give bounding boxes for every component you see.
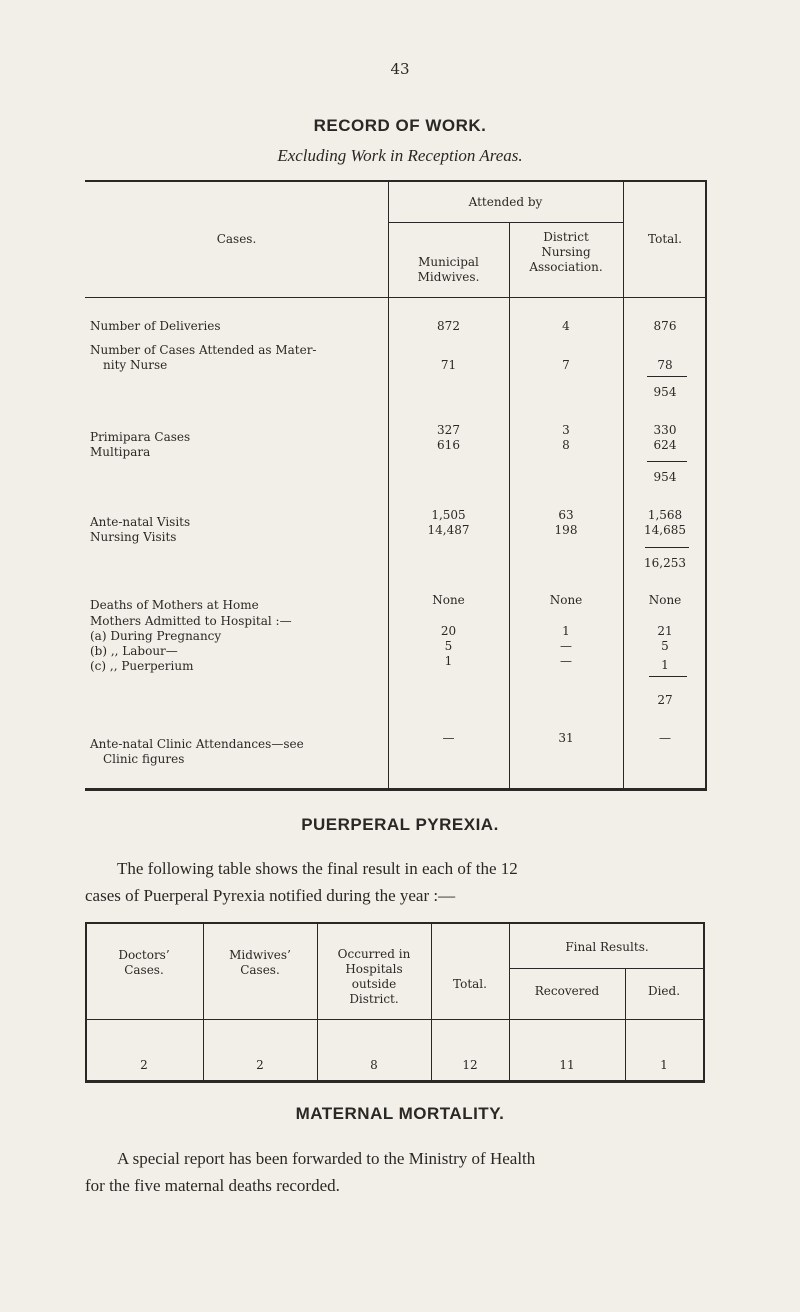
total-header: Total. [648, 232, 682, 246]
header-rule [85, 297, 707, 298]
occurred-header-1: Occurred in [337, 947, 411, 961]
district-header-2: Nursing [541, 245, 591, 259]
cases-header: Cases. [216, 232, 257, 246]
record-of-work-table: Cases. Attended by Municipal Midwives. District Nursing Association. Total. Number of Deliveries 872 4 876 Number of Cases Attended as Mater- nity Nurse 71 7 78 954 Primipara Cases 327 3 330 Multipara 616 8 624 954 Ante-natal Visits 1,505 63 1,568 Nursing Visits 14,487 198 14,685 16,253 Deaths of Mothers at Home None None None Mothers Admitted to Hospital :— (a) During Pregnancy 20 1 21 (b) ,, Labour— 5 — 5 (c) ,, Puerperium 1 — 1 27 Ante-natal Clinic Attendances—see Clinic figures — 31 — [85, 180, 707, 790]
recovered-header: Recovered [534, 984, 600, 998]
mortality-paragraph-line-2: for the five maternal deaths recorded. [85, 1176, 340, 1195]
record-of-work-heading: RECORD OF WORK. [313, 116, 487, 135]
subtotal: 954 [653, 470, 677, 484]
occurred-header-3: outside [351, 977, 397, 991]
subtotal-rule [645, 547, 689, 548]
municipal-header-2: Midwives. [417, 270, 480, 284]
maternal-mortality-heading: MATERNAL MORTALITY. [295, 1104, 505, 1123]
doctors-cases-header-2: Cases. [124, 963, 164, 977]
district-header-1: District [543, 230, 589, 244]
occurred-header-4: District. [349, 992, 399, 1006]
subtotal-rule [649, 676, 687, 677]
table-bottom-rule [85, 1080, 705, 1083]
page-number: 43 [390, 60, 410, 78]
record-subtitle: Excluding Work in Reception Areas. [277, 146, 523, 165]
table-top-rule [85, 922, 705, 924]
midwives-cases-header-1: Midwives’ [229, 948, 291, 962]
attended-by-header: Attended by [468, 195, 543, 209]
total-header: Total. [453, 977, 487, 991]
district-header-3: Association. [529, 260, 603, 274]
puerperal-pyrexia-table: Doctors’ Cases. Midwives’ Cases. Occurred in Hospitals outside District. Total. Final Results. Recovered Died. 2 2 8 12 11 1 [85, 922, 705, 1082]
midwives-cases-header-2: Cases. [240, 963, 280, 977]
attended-by-rule [388, 222, 623, 223]
col-divider-2 [509, 222, 510, 790]
pyrexia-paragraph-line-1: The following table shows the final result in each of the 12 [117, 859, 518, 878]
pyrexia-paragraph-line-2: cases of Puerperal Pyrexia notified during the year :— [85, 886, 456, 905]
occurred-header-2: Hospitals [345, 962, 403, 976]
subtotal: 27 [657, 693, 673, 707]
final-results-rule [509, 968, 705, 969]
header-rule [85, 1019, 705, 1020]
died-header: Died. [647, 984, 681, 998]
subtotal: 954 [653, 385, 677, 399]
table-bottom-rule [85, 788, 707, 791]
doctors-cases-header-1: Doctors’ [118, 948, 170, 962]
table-row: Mothers Admitted to Hospital :— [90, 614, 292, 628]
subtotal-rule [647, 376, 687, 377]
puerperal-pyrexia-heading: PUERPERAL PYREXIA. [301, 815, 499, 834]
subtotal: 16,253 [644, 556, 686, 570]
municipal-header-1: Municipal [418, 255, 479, 269]
subtotal-rule [647, 461, 687, 462]
table-top-rule [85, 180, 707, 182]
mortality-paragraph-line-1: A special report has been forwarded to the Ministry of Health [117, 1149, 536, 1168]
final-results-header: Final Results. [565, 940, 649, 954]
